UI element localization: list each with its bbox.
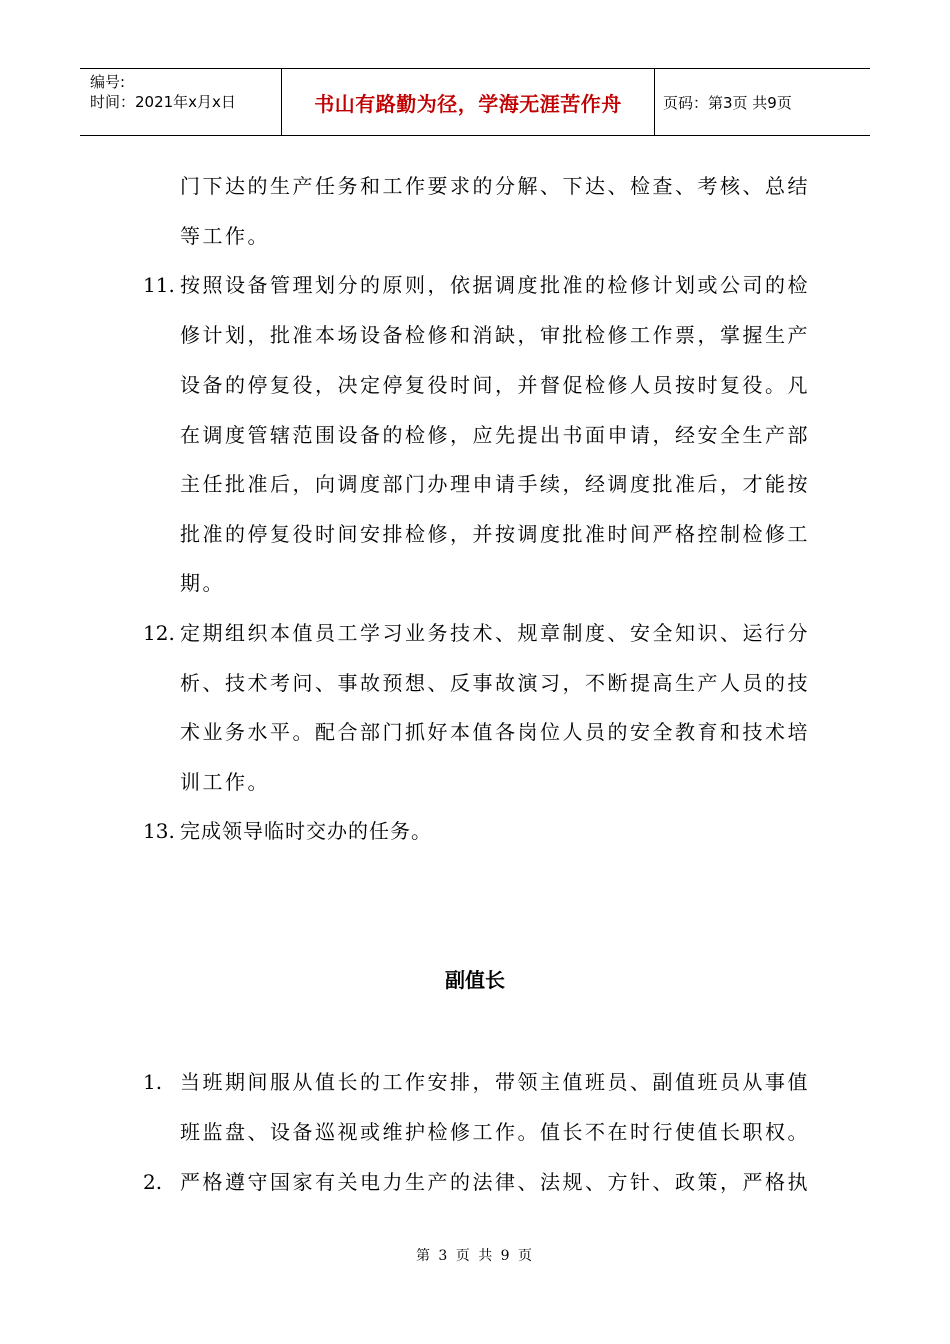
page-header: [80, 68, 870, 136]
paragraph-line: 班监盘、设备巡视或维护检修工作。值长不在时行使值长职权。: [180, 1120, 810, 1144]
paragraph-line: 按照设备管理划分的原则，依据调度批准的检修计划或公司的检: [180, 273, 810, 297]
paragraph-line: 术业务水平。配合部门抓好本值各岗位人员的安全教育和技术培: [180, 720, 810, 744]
header-motto: 书山有路勤为径，学海无涯苦作舟: [314, 91, 622, 116]
document-date: 时间：2021年x月x日: [90, 93, 236, 111]
paragraph-line: 当班期间服从值长的工作安排，带领主值班员、副值班员从事值: [180, 1070, 810, 1094]
paragraph-line: 析、技术考问、事故预想、反事故演习，不断提高生产人员的技: [180, 671, 810, 695]
list-number: 11.: [143, 273, 175, 297]
paragraph-line: 定期组织本值员工学习业务技术、规章制度、安全知识、运行分: [180, 621, 810, 645]
section-heading: 副值长: [445, 968, 505, 992]
paragraph-line: 等工作。: [180, 224, 270, 248]
paragraph-line: 主任批准后，向调度部门办理申请手续，经调度批准后，才能按: [180, 472, 810, 496]
paragraph-line: 在调度管辖范围设备的检修，应先提出书面申请，经安全生产部: [180, 423, 810, 447]
paragraph-line: 训工作。: [180, 770, 270, 794]
header-motto-cell: [282, 69, 655, 135]
header-page-info: 页码：第3页 共9页: [663, 93, 792, 112]
paragraph-line: 修计划，批准本场设备检修和消缺，审批检修工作票，掌握生产: [180, 323, 810, 347]
list-number: 2.: [143, 1170, 163, 1194]
list-number: 13.: [143, 819, 175, 843]
header-meta: [80, 69, 282, 135]
paragraph-line: 完成领导临时交办的任务。: [180, 819, 432, 843]
paragraph-line: 严格遵守国家有关电力生产的法律、法规、方针、政策，严格执: [180, 1170, 810, 1194]
page-footer: 第 3 页 共 9 页: [415, 1248, 535, 1264]
paragraph-line: 期。: [180, 571, 225, 595]
list-number: 12.: [143, 621, 175, 645]
list-number: 1.: [143, 1070, 163, 1094]
paragraph-line: 设备的停复役，决定停复役时间，并督促检修人员按时复役。凡: [180, 373, 810, 397]
document-number-label: 编号:: [90, 73, 126, 91]
paragraph-line: 批准的停复役时间安排检修，并按调度批准时间严格控制检修工: [180, 522, 810, 546]
paragraph-line: 门下达的生产任务和工作要求的分解、下达、检查、考核、总结: [180, 174, 810, 198]
